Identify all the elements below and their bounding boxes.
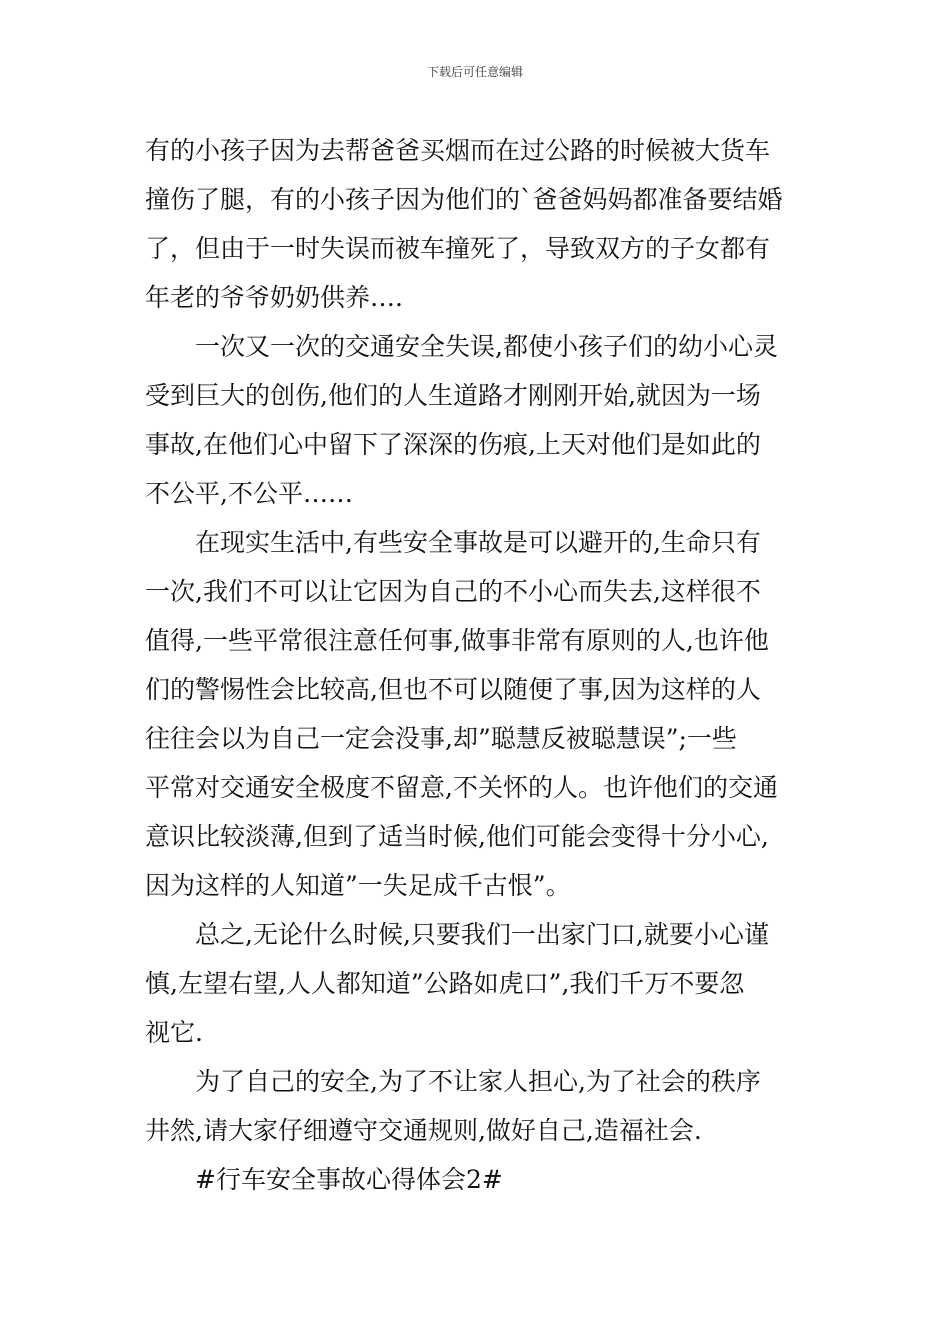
text-line: 平常对交通安全极度不留意,不关怀的人。也许他们的交通: [145, 773, 778, 802]
paragraph-1: [145, 126, 810, 322]
page-header: 下载后可任意编辑: [426, 65, 523, 79]
paragraph-5: [145, 1057, 810, 1155]
section-heading: #行车安全事故心得体会2#: [195, 1165, 503, 1194]
text-line: 一次又一次的交通安全失误,都使小孩子们的幼小心灵: [195, 332, 778, 361]
text-line: 事故,在他们心中留下了深深的伤痕,上天对他们是如此的: [145, 430, 761, 459]
text-line: 一次,我们不可以让它因为自己的不小心而失去,这样很不: [145, 577, 761, 606]
text-line: 年老的爷爷奶奶供养….: [145, 283, 403, 312]
text-line: 们的警惕性会比较高,但也不可以随便了事,因为这样的人: [145, 675, 761, 704]
text-line: 值得,一些平常很注意任何事,做事非常有原则的人,也许他: [145, 626, 769, 655]
text-line: 井然,请大家仔细遵守交通规则,做好自己,造福社会.: [145, 1116, 702, 1145]
text-line: 为了自己的安全,为了不让家人担心,为了社会的秩序: [195, 1067, 761, 1096]
text-line: 受到巨大的创伤,他们的人生道路才刚刚开始,就因为一场: [145, 381, 761, 410]
document-body: [145, 126, 810, 1204]
text-line: 因为这样的人知道”一失足成千古恨”。: [145, 871, 571, 900]
paragraph-3: [145, 518, 810, 910]
text-line: 视它.: [145, 1018, 203, 1047]
paragraph-4: [145, 910, 810, 1057]
text-line: 总之,无论什么时候,只要我们一出家门口,就要小心谨: [195, 920, 769, 949]
paragraph-2: [145, 322, 810, 518]
paragraph-6: [145, 1155, 810, 1204]
text-line: 意识比较淡薄,但到了适当时候,他们可能会变得十分小心,: [145, 822, 769, 851]
text-line: 有的小孩子因为去帮爸爸买烟而在过公路的时候被大货车: [145, 136, 771, 165]
text-line: 了，但由于一时失误而被车撞死了，导致双方的子女都有: [145, 234, 771, 263]
text-line: 慎,左望右望,人人都知道”公路如虎口”,我们千万不要忽: [145, 969, 745, 998]
text-line: 往往会以为自己一定会没事,却”聪慧反被聪慧误”;一些: [145, 724, 737, 753]
text-line: 不公平,不公平……: [145, 479, 353, 508]
text-line: 在现实生活中,有些安全事故是可以避开的,生命只有: [195, 528, 761, 557]
text-line: 撞伤了腿，有的小孩子因为他们的`爸爸妈妈都准备要结婚: [145, 185, 783, 214]
